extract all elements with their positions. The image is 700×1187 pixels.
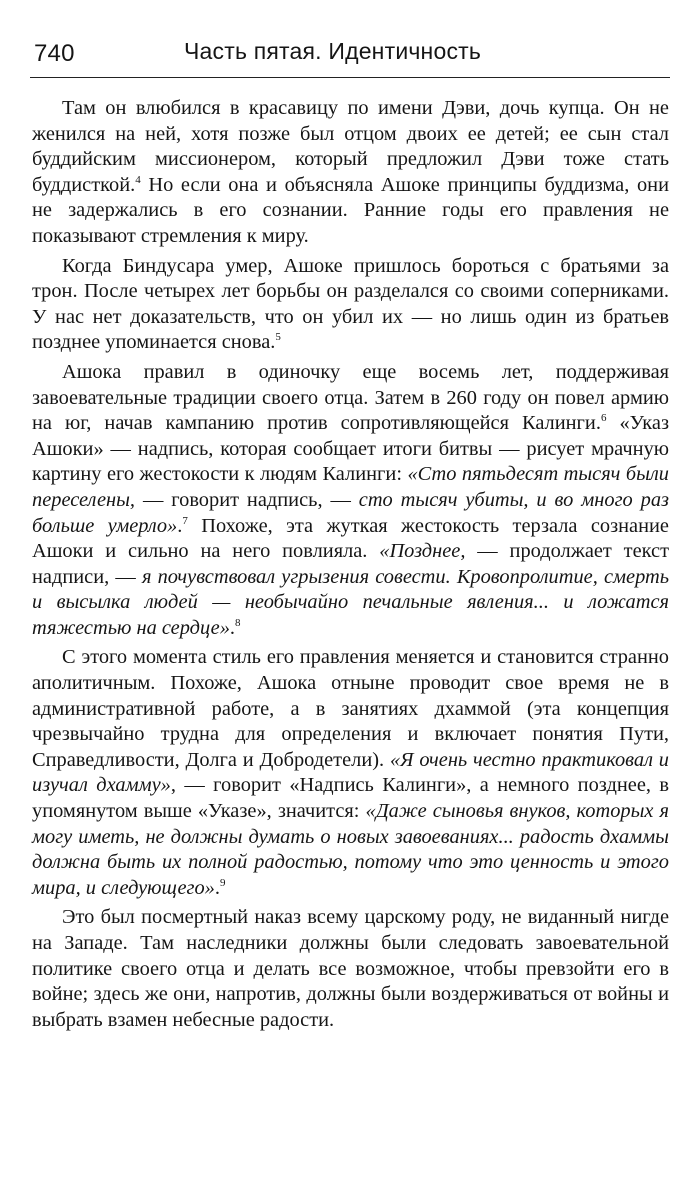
text-run: , — говорит «Надпись Калинги», а немного позднее, в упомянутом выше «Указе», значится: bbox=[32, 774, 669, 823]
text-run: «Указ Ашоки» — надпись, которая сообщает итоги битвы — рисует мрачную картину его жестокости к людям Калинги: bbox=[32, 412, 670, 486]
header-divider bbox=[30, 77, 670, 78]
footnote-ref: 5 bbox=[275, 331, 281, 344]
text-run: С этого момента стиль его правления меняется и становится странно аполитичным. Похоже, Ашока отныне проводит свое время не в административной работе, а в занятиях дхаммой (эта концепция чрезвычайно трудна для определения и включает понятия Пути, Справедливости, Долга и Добродетели). bbox=[32, 646, 669, 771]
page-number: 740 bbox=[34, 40, 75, 67]
quote-text: сто тысяч убиты, и во много раз больше умерло» bbox=[32, 488, 669, 537]
quote-text: «Позднее, bbox=[379, 540, 466, 563]
quote-text: «Сто пятьдесят тысяч были переселены, bbox=[32, 463, 669, 511]
text-run: . bbox=[214, 876, 220, 899]
text-run: — говорит надпись, — bbox=[135, 488, 359, 511]
text-run: — продолжает текст надписи, — bbox=[32, 540, 670, 588]
page-header bbox=[30, 30, 670, 76]
text-run: Ашока правил в одиночку еще восемь лет, поддерживая завоевательные традиции своего отца. Затем в 260 году он повел армию на юг, начав кампанию против сопротивляющейся Калинги. bbox=[32, 360, 669, 435]
text-run: Но если она и объясняла Ашоке принципы буддизма, они не задержались в его сознании. Ранние годы его правления не показывают стремления к миру. bbox=[32, 173, 669, 247]
text-run: Похоже, эта жуткая жестокость терзала сознание Ашоки и сильно на него повлияла. bbox=[32, 514, 669, 563]
quote-text: «Даже сыновья внуков, которых я могу иметь, не должны думать о новых завоеваниях... радость дхаммы должна быть их полной радостью, потому что это ценность и этого мира, и следующего» bbox=[32, 800, 669, 899]
paragraph bbox=[32, 905, 669, 1033]
text-run: Когда Биндусара умер, Ашоке пришлось бороться с братьями за трон. После четырех лет борьбы он разделался со своими соперниками. У нас нет доказательств, что он убил их — но лишь один из братьев позднее упоминается снова. bbox=[32, 254, 669, 354]
quote-text: я почувствовал угрызения совести. Кровопролитие, смерть и высылка людей — необычайно печальные явления... и ложатся тяжестью на сердце» bbox=[32, 565, 669, 639]
body-text bbox=[32, 96, 669, 1037]
running-title: Часть пятая. Идентичность bbox=[184, 38, 482, 64]
footnote-ref: 7 bbox=[182, 514, 188, 527]
text-run: . bbox=[177, 514, 183, 537]
text-run: Там он влюбился в красавицу по имени Дэви, дочь купца. Он не женился на ней, хотя позже был отцом двоих ее детей; ее сын стал буддийским миссионером, который предложил Дэви тоже стать буддисткой. bbox=[32, 97, 669, 196]
text-run: Это был посмертный наказ всему царскому роду, не виданный нигде на Западе. Там наследники должны были следовать завоевательной политике своего отца и делать все возможное, чтобы превзойти его в войне; здесь же они, напротив, должны были воздерживаться от войны и выбрать взамен небесные радости. bbox=[32, 906, 669, 1031]
footnote-ref: 4 bbox=[135, 173, 141, 186]
text-run: . bbox=[229, 616, 236, 639]
quote-text: «Я очень честно практиковал и изучал дхамму» bbox=[32, 748, 670, 797]
paragraph bbox=[32, 254, 669, 356]
paragraph bbox=[32, 360, 669, 642]
footnote-ref: 9 bbox=[219, 877, 226, 890]
footnote-ref: 6 bbox=[600, 412, 607, 425]
paragraph bbox=[32, 645, 669, 901]
paragraph bbox=[32, 96, 669, 250]
footnote-ref: 8 bbox=[235, 617, 241, 630]
